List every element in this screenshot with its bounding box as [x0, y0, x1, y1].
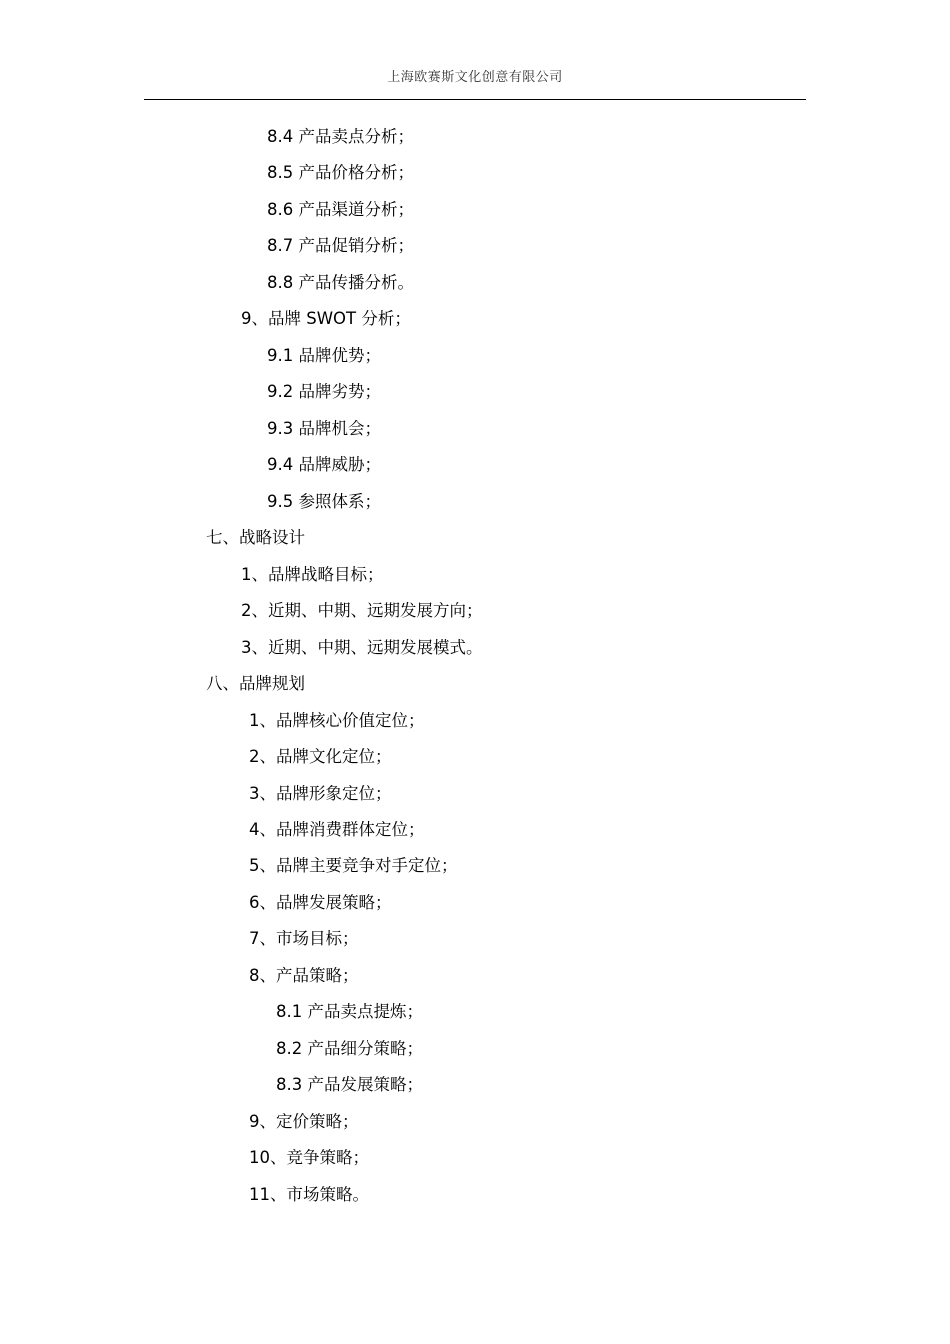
outline-item: 8、产品策略；	[249, 966, 359, 985]
outline-item: 8.4 产品卖点分析；	[267, 127, 414, 146]
outline-item: 2、品牌文化定位；	[249, 747, 392, 766]
outline-item: 10、竞争策略；	[249, 1148, 369, 1167]
outline-item: 9.1 品牌优势；	[267, 346, 381, 365]
outline-item: 9.2 品牌劣势；	[267, 382, 381, 401]
outline-item: 8.1 产品卖点提炼；	[276, 1002, 423, 1021]
section-heading: 七、战略设计	[206, 528, 305, 547]
outline-item: 8.2 产品细分策略；	[276, 1039, 423, 1058]
outline-item: 9.5 参照体系；	[267, 492, 381, 511]
outline-item: 8.7 产品促销分析；	[267, 236, 414, 255]
outline-item: 3、近期、中期、远期发展模式。	[241, 638, 483, 657]
outline-item: 2、近期、中期、远期发展方向；	[241, 601, 483, 620]
page-header-company: 上海欧赛斯文化创意有限公司	[387, 70, 563, 85]
outline-item: 8.6 产品渠道分析；	[267, 200, 414, 219]
outline-item: 6、品牌发展策略；	[249, 893, 392, 912]
header-rule	[144, 99, 806, 100]
outline-item: 8.3 产品发展策略；	[276, 1075, 423, 1094]
outline-item: 8.8 产品传播分析。	[267, 273, 414, 292]
outline-item: 9、定价策略；	[249, 1112, 359, 1131]
outline-item: 11、市场策略。	[249, 1185, 369, 1204]
outline-item: 3、品牌形象定位；	[249, 784, 392, 803]
outline-item: 4、品牌消费群体定位；	[249, 820, 425, 839]
outline-item: 8.5 产品价格分析；	[267, 163, 414, 182]
outline-item: 9、品牌 SWOT 分析；	[241, 309, 411, 328]
outline-item: 5、品牌主要竞争对手定位；	[249, 856, 458, 875]
outline-item: 1、品牌核心价值定位；	[249, 711, 425, 730]
outline-item: 1、品牌战略目标；	[241, 565, 384, 584]
outline-item: 9.3 品牌机会；	[267, 419, 381, 438]
section-heading: 八、品牌规划	[206, 674, 305, 693]
outline-item: 9.4 品牌威胁；	[267, 455, 381, 474]
outline-item: 7、市场目标；	[249, 929, 359, 948]
